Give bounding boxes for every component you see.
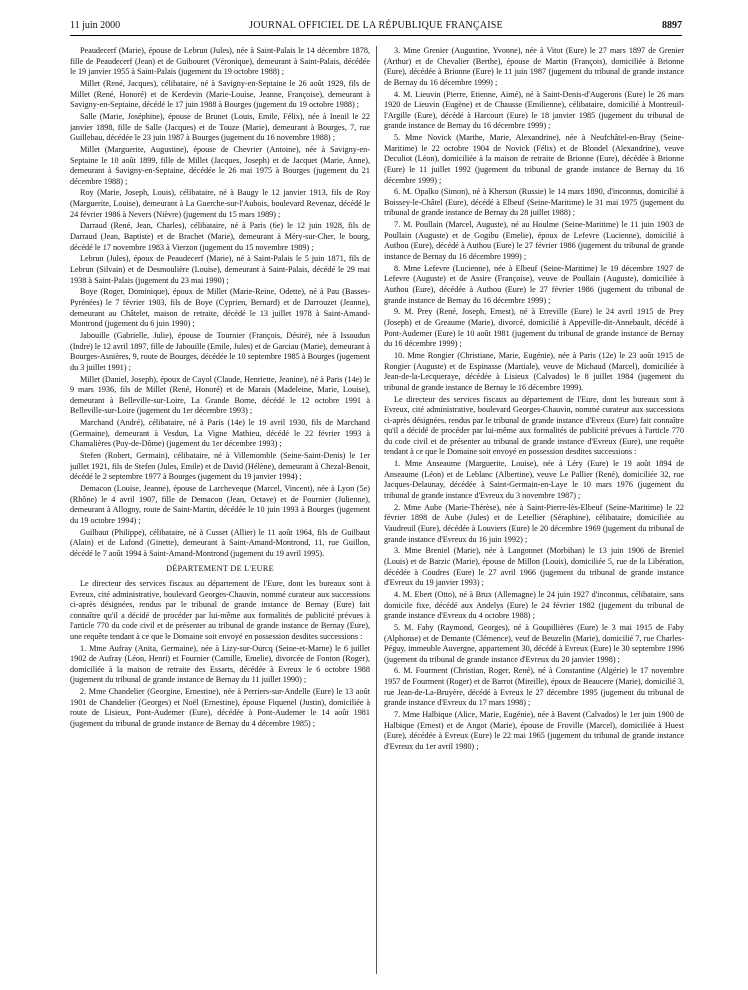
paragraph: Lebrun (Jules), époux de Peaudecerf (Marie), né à Saint-Palais le 5 juin 1871, fils de Lebrun (Silvain) et de Desmoulière (Louise), demeurant à Saint-Palais, décédé le 29 mai 1938 à Saint-Palais (jugement du 23 mai 1990) ; [70,254,370,285]
paragraph: Roy (Marie, Joseph, Louis), célibataire, né à Baugy le 12 janvier 1913, fils de Roy (Marguerite, Louise), demeurant à La Guerche-sur-l'Aubois, boulevard Revenaz, décédé le 24 février 1986 à Nevers (Nièvre) (jugement du 15 mars 1989) ; [70,188,370,219]
paragraph: 4. M. Lieuvin (Pierre, Etienne, Aimé), né à Saint-Denis-d'Augerons (Eure) le 26 mars 1920 de Lieuvin (Eugène) et de Chausse (Emilienne), célibataire, domicilié à Montreuil-l'Argille (Eure), décédé à Harcourt (Eure) le 18 janvier 1985 (jugement du tribunal de grande instance de Bernay du 16 décembre 1999) ; [384,89,684,131]
paragraph: 5. M. Faby (Raymond, Georges), né à Goupillières (Eure) le 3 mai 1915 de Faby (Alphonse) et de Demante (Clémence), veuf de Beuzelin (Marie), domicilié 7, rue Charles-Péguy, immeuble Auvergne, appartement 30, décédé à Evreux (Eure) le 30 septembre 1996 (jugement du tribunal de grande instance d'Evreux du 20 janvier 1998) ; [384,622,684,664]
paragraph: Peaudecerf (Marie), épouse de Lebrun (Jules), née à Saint-Palais le 14 décembre 1878, fille de Peaudecerf (Jean) et de Guibouret (Véronique), demeurant à Saint-Palais, décédée le 19 janvier 1955 à Saint-Palais (jugement du 19 octobre 1988) ; [70,46,370,77]
paragraph: Guilbaut (Philippe), célibataire, né à Cusset (Allier) le 11 août 1964, fils de Guilbaut (Alain) et de Lafond (Ginette), demeurant à Saint-Amand-Montrond, 11, rue Guillon, décédé le 7 août 1994 à Saint-Amand-Montrond (jugement du 19 avril 1995). [70,527,370,558]
paragraph: Demacon (Louise, Jeanne), épouse de Larcheveque (Marcel, Vincent), née à Lyon (5e) (Rhône) le 4 avril 1907, fille de Demacon (Jean, Octave) et de Fournier (Julienne), demeurant à Allogny, route de Saint-Martin, décédée le 10 juin 1993 à Bourges (jugement du 19 octobre 1994) ; [70,484,370,525]
paragraph: Le directeur des services fiscaux au département de l'Eure, dont les bureaux sont à Evreux, cité administrative, boulevard Georges-Chauvin, nommé curateur aux successions ci-après désignées, rendus par le tribunal de grande instance d'Evreux (Eure) fait connaître qu'il a décidé de procéder par lui-même aux formalités de publicité prévues à l'article 770 du code civil et de présenter au tribunal de grande instance d'Evreux (Eure), une requête tendant à ce que le Domaine soit envoyé en possession desdites successions : [384,394,684,457]
section-title: DÉPARTEMENT DE L'EURE [166,564,274,574]
paragraph: 7. M. Poullain (Marcel, Auguste), né au Houlme (Seine-Maritime) le 11 juin 1903 de Poullain (Auguste) et de Gogibu (Emelie), époux de Lefevre (Lucienne), domicilié à Authou (Eure), décédé à Authou (Eure) le 27 février 1986 (jugement du tribunal de grande instance de Bernay du 16 décembre 1999) ; [384,220,684,262]
paragraph: Jabouille (Gabrielle, Julie), épouse de Tournier (François, Désiré), née à Issoudun (Indre) le 12 avril 1897, fille de Jabouille (Emile, Jules) et de Garciau (Marie), demeurant à Bourges-Asnières, 9, route de Bourges, décédée le 10 septembre 1985 à Bourges (jugement du 3 juillet 1991) ; [70,330,370,372]
paragraph: 5. Mme Novick (Marthe, Marie, Alexandrine), née à Neufchâtel-en-Bray (Seine-Maritime) le 22 octobre 1904 de Novick (Félix) et de Blondel (Alexandrine), veuve Deculiot (Léon), domiciliée à la maison de retraite de Brionne (Eure), décédée à Brionne (Eure) le 11 juillet 1992 (jugement du tribunal de grande instance de Bernay du 16 décembre 1999) ; [384,133,684,185]
journal-title: JOURNAL OFFICIEL DE LA RÉPUBLIQUE FRANÇAISE [249,20,503,31]
paragraph: Salle (Marie, Joséphine), épouse de Brunet (Louis, Emile, Félix), née à Ineuil le 22 janvier 1898, fille de Salle (Jacques) et de Touze (Marie), demeurant à Bourges, 7, rue Guillebau, décédée le 23 juin 1987 à Bourges (jugement du 16 novembre 1988) ; [70,111,370,143]
paragraph: 3. Mme Grenier (Augustine, Yvonne), née à Vitot (Eure) le 27 mars 1897 de Grenier (Arthur) et de Chevalier (Berthe), épouse de Martin (François), domiciliée à Brionne (Eure), décédée à Brionne (Eure) le 11 juin 1987 (jugement du tribunal de grande instance de Bernay du 16 décembre 1999) ; [384,46,684,87]
right-entries [384,46,684,752]
paragraph: Millet (Daniel, Joseph), époux de Cayol (Claude, Henriette, Jeanine), né à Paris (14e) le 9 mars 1936, fils de Millet (René, Honoré) et de Marais (Madeleine, Marie, Louise), demeurant à Belleville-sur-Loire, La Grande Borne, décédé le 12 octobre 1991 à Belleville-sur-Loire (jugement du 1er décembre 1993) ; [70,374,370,416]
paragraph: 10. Mme Rongier (Christiane, Marie, Eugénie), née à Paris (12e) le 23 août 1915 de Rongier (Auguste) et de Espinasse (Martiale), veuve de Michaud (Marcel), domiciliée à Jean-de-la-Lecqueraye, décédée à Lisieux (Calvados) le 8 juillet 1984 (jugement du tribunal de grande instance de Bernay le 16 décembre 1999). [384,350,684,392]
right-column [384,46,684,976]
paragraph: 4. M. Ebert (Otto), né à Brux (Allemagne) le 24 juin 1927 d'inconnus, célibataire, sans domicile fixe, décédé aux Andelys (Eure) le 24 février 1982 (jugement du tribunal de grande instance d'Evreux du 4 octobre 1988) ; [384,589,684,621]
paragraph: 2. Mme Aube (Marie-Thérèse), née à Saint-Pierre-lès-Elbeuf (Seine-Maritime) le 22 février 1898 de Aube (Jules) et de Letellier (Séraphine), célibataire, domiciliée au Vaudreuil (Eure), décédée à Louviers (Eure) le 20 décembre 1969 (jugement du tribunal de grande instance d'Evreux du 16 juin 1992) ; [384,502,684,544]
paragraph: Marchand (André), célibataire, né à Paris (14e) le 19 avril 1930, fils de Marchand (Germaine), demeurant à Vesdun, La Vigne Mathieu, décédé le 22 février 1993 à Chamalières (Puy-de-Dôme) (jugement du 1er décembre 1993) ; [70,418,370,449]
left-entries [70,46,370,559]
left-entries-after [70,579,370,730]
left-column [70,46,370,976]
paragraph: 7. Mme Halbique (Alice, Marie, Eugénie), née à Bavent (Calvados) le 1er juin 1900 de Halbique (Ernest) et de Angot (Marie), épouse de Froville (Marcel), domiciliée à Huest (Eure), décédée à Evreux (Eure) le 22 mai 1965 (jugement du tribunal de grande instance d'Evreux du 1er avril 1980) ; [384,710,684,751]
paragraph: Boye (Roger, Dominique), époux de Millet (Marie-Reine, Odette), né à Pau (Basses-Pyrénées) le 7 février 1903, fils de Boye (Cyprien, Bernard) et de Darrouzet (Jeanne), demeurant au Châtelet, maison de retraite, décédé le 13 juillet 1978 à Saint-Amand-Montrond (jugement du 6 juin 1990) ; [70,287,370,329]
paragraph: Millet (Marguerite, Augustine), épouse de Chevrier (Antoine), née à Savigny-en-Septaine le 10 août 1899, fille de Millet (Jacques, Joseph) et de Jacquet (Marie, Anne), demeurant à Savigny-en-Septaine, décédée le 26 mai 1975 à Bourges (jugement du 21 décembre 1988) ; [70,144,370,186]
header-date: 11 juin 2000 [70,20,121,31]
paragraph: Darraud (René, Jean, Charles), célibataire, né à Paris (6e) le 12 juin 1928, fils de Darraud (Jean, Baptiste) et de Brachet (Marie), demeurant à Méry-sur-Cher, le bourg, décédé le 17 novembre 1983 à Vierzon (jugement du 15 novembre 1989) ; [70,221,370,252]
paragraph: 6. M. Fourment (Christian, Roger, René), né à Constantine (Algérie) le 17 novembre 1957 de Fourment (Roger) et de Barrot (Mireille), époux de Beaucere (Marie), domicilié 3, rue Jean-de-La-Bruyère, décédé à Evreux le 27 décembre 1995 (jugement du tribunal de grande instance d'Evreux du 17 mars 1998) ; [384,666,684,708]
page-header [70,20,682,34]
paragraph: Millet (René, Jacques), célibataire, né à Savigny-en-Septaine le 26 août 1929, fils de Millet (René, Honoré) et de Kerdevin (Marie-Louise, Jeanne, Françoise), demeurant à Savigny-en-Septaine, décédé le 17 juin 1988 à Bourges (jugement du 19 octobre 1988) ; [70,78,370,110]
paragraph: 9. M. Prey (René, Joseph, Ernest), né à Etreville (Eure) le 24 avril 1915 de Prey (Joseph) et de Greaume (Marie), divorcé, domicilié à Appeville-dit-Annebault, décédé à Pont-Audemer (Eure) le 10 août 1981 (jugement du tribunal de grande instance de Bernay du 16 décembre 1999) ; [384,307,684,349]
paragraph: 3. Mme Breniel (Marie), née à Langonnet (Morbihan) le 13 juin 1906 de Breniel (Louis) et de Barzic (Marie), épouse de Millon (Louis), domiciliée 5, rue de la Libération, décédée à Coudres (Eure) le 27 avril 1966 (jugement du tribunal de grande instance d'Evreux du 19 janvier 1993) ; [384,546,684,588]
paragraph: 2. Mme Chandelier (Georgine, Ernestine), née à Perriers-sur-Andelle (Eure) le 13 août 1901 de Chandelier (Georges) et Noël (Ernestine), épouse Fiquenel (Justin), domiciliée à route de Lisieux, Pont-Audemer (Eure), décédée à Pont-Audemer le 14 août 1981 (jugement du tribunal de grande instance de Bernay du 4 décembre 1985) ; [70,687,370,729]
column-divider [376,46,377,974]
paragraph: 6. M. Opalko (Simon), né à Kherson (Russie) le 14 mars 1890, d'inconnus, domicilié à Boissey-le-Châtel (Eure), décédé à Elbeuf (Seine-Maritime) le 31 mai 1975 (jugement du tribunal de grande instance de Bernay du 28 juillet 1988) ; [384,187,684,218]
page-number: 8897 [662,20,682,31]
paragraph: 1. Mme Anseaume (Marguerite, Louise), née à Léry (Eure) le 19 août 1894 de Anseaume (Léon) et de Leblanc (Albertine), veuve Le Pallier (René), domiciliée 32, rue Jacques-Delaunay, décédée à Saint-Germain-en-Laye le 10 mars 1976 (jugement du tribunal de grande instance d'Evreux du 3 novembre 1987) ; [384,459,684,501]
paragraph: Le directeur des services fiscaux au département de l'Eure, dont les bureaux sont à Evreux, cité administrative, boulevard Georges-Chauvin, nommé curateur aux successions ci-après désignées, rendus par le tribunal de grande instance de Bernay (Eure) fait connaître qu'il a décidé de procéder par lui-même aux formalités de publicité prévues à l'article 770 du code civil et de présenter au tribunal de grande instance de Bernay (Eure), une requête tendant à ce que le Domaine soit envoyé en possession desdites successions : [70,578,370,641]
paragraph: Stefen (Robert, Germain), célibataire, né à Villemomble (Seine-Saint-Denis) le 1er juillet 1921, fils de Stefen (Jules, Emile) et de David (Hélène), demeurant à Chezal-Benoit, décédé le 2 septembre 1977 à Bourges (jugement du 19 janvier 1994) ; [70,451,370,482]
paragraph: 8. Mme Lefevre (Lucienne), née à Elbeuf (Seine-Maritime) le 19 décembre 1927 de Lefevre (Auguste) et de Assire (Françoise), veuve de Poullain (Auguste), domiciliée à Authou (Eure), décédée à Authou (Eure) le 27 février 1986 (jugement du tribunal de grande instance de Bernay du 16 décembre 1999) ; [384,263,684,305]
paragraph: 1. Mme Aufray (Anita, Germaine), née à Lizy-sur-Ourcq (Seine-et-Marne) le 6 juillet 1902 de Aufray (Léon, Henri) et Fournier (Camille, Emelie), divorcée de Fonton (Roger), domiciliée à la maison de retraite des Essarts, décédée à Evreux le 6 octobre 1988 (jugement du tribunal de grande instance de Bernay du 11 juillet 1990) ; [70,643,370,685]
header-rule [70,35,682,36]
